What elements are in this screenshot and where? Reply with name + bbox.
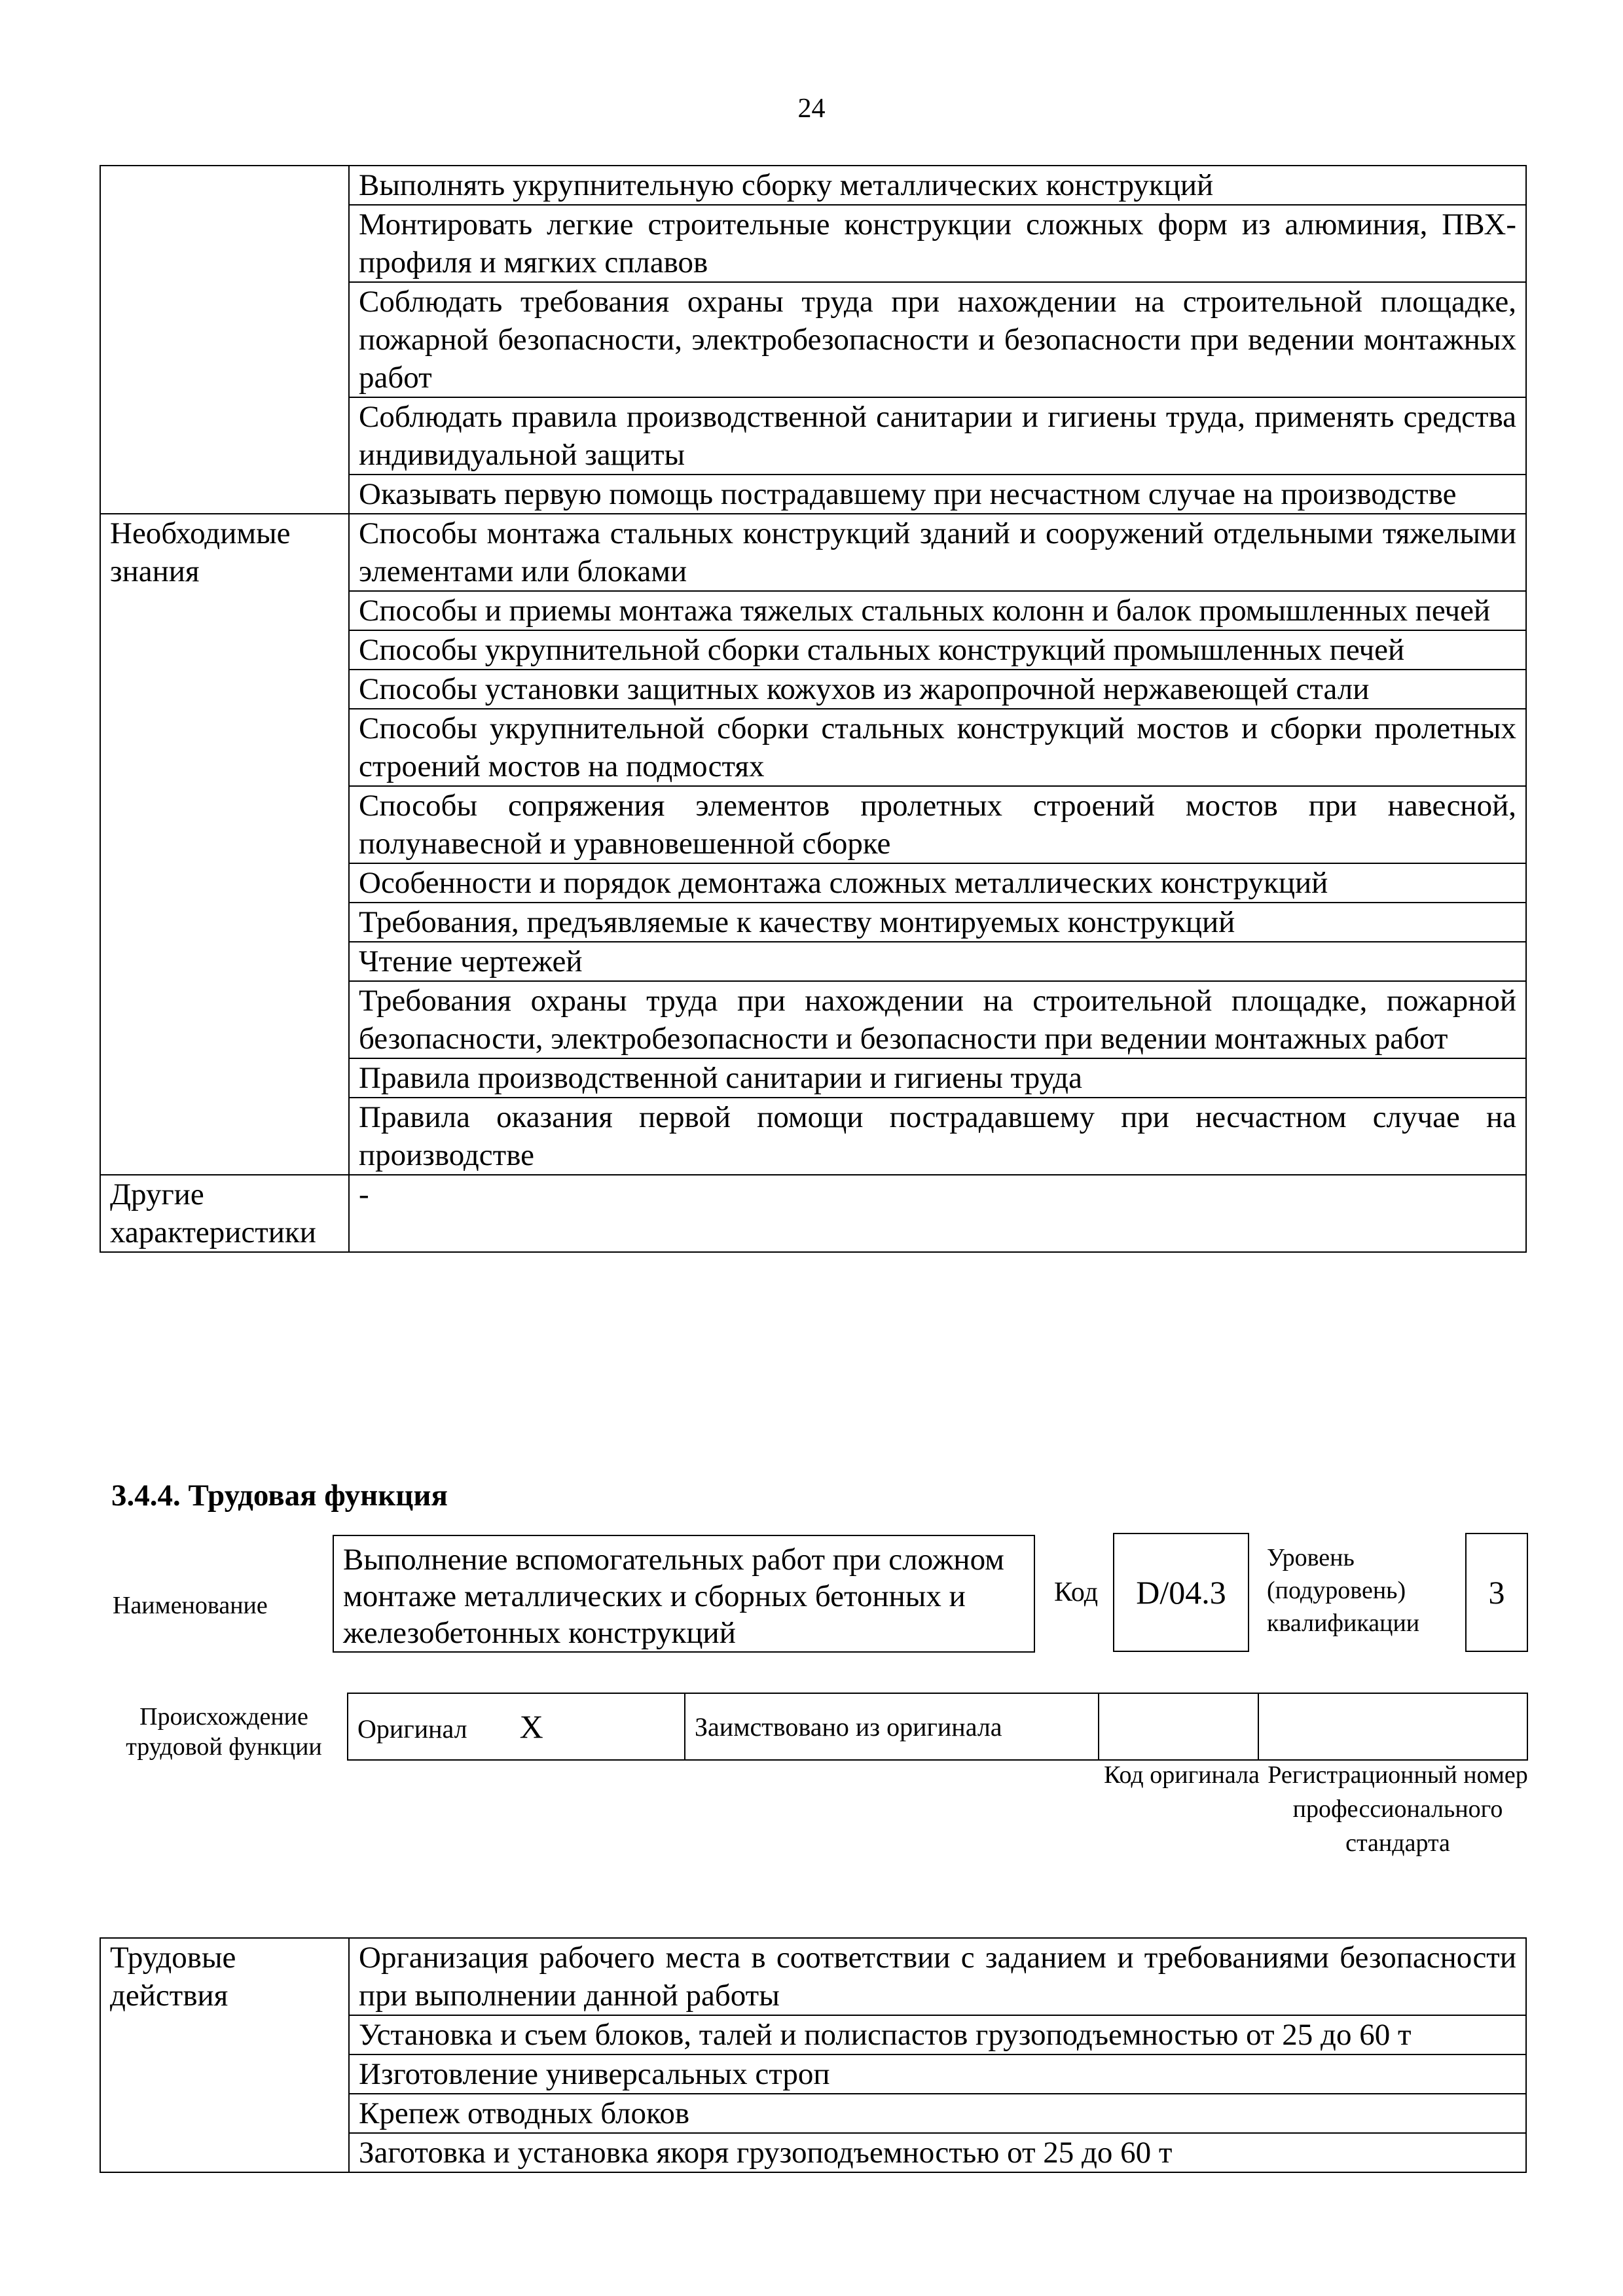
function-name-box: Выполнение вспомогательных работ при сложном монтаже металлических и сборных бетонных и железобетонных конструкций [333, 1535, 1035, 1653]
knowledge-item: Особенности и порядок демонтажа сложных металлических конструкций [349, 863, 1526, 903]
knowledge-item: Правила производственной санитарии и гигиены труда [349, 1058, 1526, 1098]
reg-number-caption: Регистрационный номер профессионального стандарта [1267, 1761, 1528, 1857]
skill-item: Соблюдать правила производственной санитарии и гигиены труда, применять средства индивидуальной защиты [349, 397, 1526, 475]
knowledge-item: Способы укрупнительной сборки стальных конструкций промышленных печей [349, 630, 1526, 670]
table-row [100, 1175, 1526, 1252]
knowledge-item: Чтение чертежей [349, 942, 1526, 981]
qualification-level-box: 3 [1465, 1533, 1528, 1652]
other-characteristics-label: Другие характеристики [100, 1175, 349, 1252]
origin-original-cell [348, 1693, 685, 1760]
skill-item: Соблюдать требования охраны труда при нахождении на строительной площадке, пожарной безопасности, электробезопасности и безопасности при ведении монтажных работ [349, 282, 1526, 397]
knowledge-item: Правила оказания первой помощи пострадавшему при несчастном случае на производстве [349, 1098, 1526, 1175]
table-row [348, 1693, 1527, 1760]
section-title: 3.4.4. Трудовая функция [111, 1479, 448, 1513]
knowledge-item: Способы укрупнительной сборки стальных конструкций мостов и сборки пролетных строений мостов на подмостях [349, 709, 1526, 786]
reg-number-cell [1258, 1693, 1527, 1760]
knowledge-label: Необходимые знания [100, 514, 349, 1175]
labor-action-item: Изготовление универсальных строп [349, 2054, 1526, 2094]
page-number: 24 [797, 94, 826, 124]
labor-action-item: Организация рабочего места в соответствии с заданием и требованиями безопасности при выполнении данной работы [349, 1938, 1526, 2015]
knowledge-item: Способы сопряжения элементов пролетных строений мостов при навесной, полунавесной и уравновешенной сборке [349, 786, 1526, 863]
code-label: Код [1054, 1577, 1099, 1607]
other-characteristics-value: - [349, 1175, 1526, 1252]
table-row [100, 166, 1526, 205]
qualification-level-label: Уровень (подуровень) квалификации [1267, 1544, 1420, 1637]
name-label: Наименование [113, 1592, 268, 1619]
labor-action-item: Крепеж отводных блоков [349, 2094, 1526, 2133]
origin-original-label: Оригинал [357, 1714, 467, 1744]
skill-item: Оказывать первую помощь пострадавшему при несчастном случае на производстве [349, 475, 1526, 514]
origin-table [347, 1693, 1528, 1761]
knowledge-table [100, 165, 1527, 1253]
knowledge-item: Способы и приемы монтажа тяжелых стальных колонн и балок промышленных печей [349, 591, 1526, 630]
labor-actions-label: Трудовые действия [100, 1938, 349, 2172]
labor-actions-table [100, 1937, 1527, 2173]
origin-mark: X [519, 1708, 543, 1745]
skill-item: Выполнять укрупнительную сборку металлических конструкций [349, 166, 1526, 205]
origin-borrowed-label: Заимствовано из оригинала [685, 1693, 1099, 1760]
labor-action-item: Заготовка и установка якоря грузоподъемностью от 25 до 60 т [349, 2133, 1526, 2172]
table-row [100, 1938, 1526, 2015]
knowledge-item: Требования охраны труда при нахождении на строительной площадке, пожарной безопасности, электробезопасности и безопасности при ведении монтажных работ [349, 981, 1526, 1058]
knowledge-item: Требования, предъявляемые к качеству монтируемых конструкций [349, 903, 1526, 942]
skill-item: Монтировать легкие строительные конструкции сложных форм из алюминия, ПВХ-профиля и мягких сплавов [349, 205, 1526, 282]
function-code-box: D/04.3 [1113, 1533, 1249, 1652]
knowledge-item: Способы монтажа стальных конструкций зданий и сооружений отдельными тяжелыми элементами или блоками [349, 514, 1526, 591]
knowledge-item: Способы установки защитных кожухов из жаропрочной нержавеющей стали [349, 670, 1526, 709]
code-original-cell [1099, 1693, 1258, 1760]
table-row [100, 514, 1526, 591]
origin-label: Происхождение трудовой функции [126, 1703, 322, 1761]
code-original-caption: Код оригинала [1104, 1761, 1260, 1789]
labor-action-item: Установка и съем блоков, талей и полиспастов грузоподъемностью от 25 до 60 т [349, 2015, 1526, 2054]
skills-label-cell [100, 166, 349, 514]
